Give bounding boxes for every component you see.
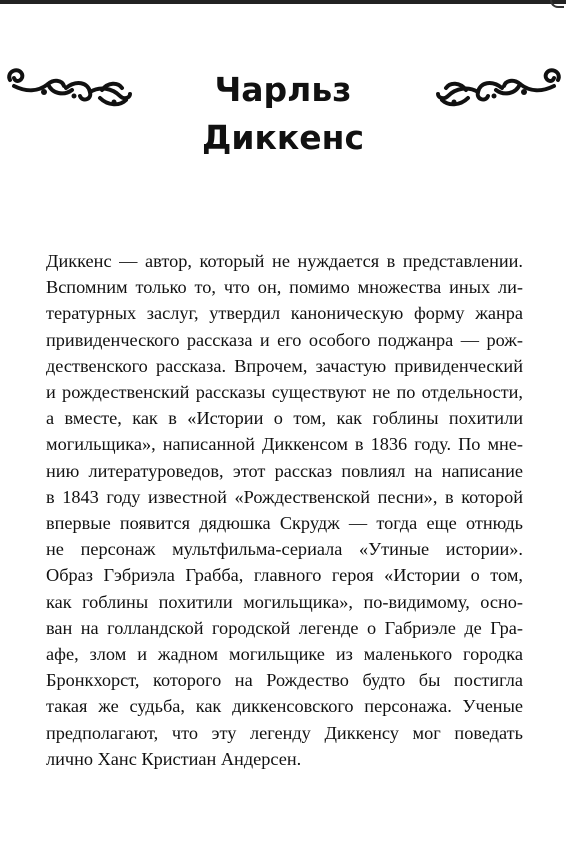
flourish-ornament-icon (434, 62, 564, 112)
chapter-title-line-2: Диккенс (201, 118, 365, 157)
text-line: нию литературоведов, этот рассказ повлиял на написание (46, 460, 523, 481)
text-line: впервые появится дядюшка Скрудж — тогда еще отнюдь (46, 513, 523, 534)
text-line: привиденческого рассказа и его особого поджанра — рож- (46, 329, 523, 350)
text-line: Бронкхорст, которого на Рождество будто бы постигла (46, 670, 523, 691)
chapter-title-line-1: Чарльз (214, 70, 352, 109)
body-paragraph (46, 248, 523, 772)
text-line: тературных заслуг, утвердил каноническую форму жанра (46, 303, 523, 324)
text-line: а вместе, как в «Истории о том, как гоблины похитили (46, 408, 523, 429)
text-line: Образ Гэбриэла Грабба, главного героя «Истории о том, (46, 565, 523, 586)
text-line: предполагают, что эту легенду Диккенсу мог поведать (46, 722, 523, 743)
text-line: в 1843 году известной «Рождественской песни», в которой (46, 486, 523, 507)
top-edge-rule (0, 0, 566, 4)
text-line: такая же судьба, как диккенсовского персонажа. Ученые (46, 696, 523, 717)
corner-curl-mark (550, 0, 564, 8)
text-line: Вспомним только то, что он, помимо множества иных ли- (46, 277, 523, 298)
text-line: не персонаж мультфильма-сериала «Утиные истории». (46, 539, 523, 560)
text-line: ван на голландской городской легенде о Габриэле де Гра- (46, 617, 523, 638)
text-line: дественского рассказа. Впрочем, зачастую привиденческий (46, 355, 523, 376)
text-line: афе, злом и жадном могильщике из маленького городка (46, 644, 523, 665)
flourish-ornament-icon (4, 62, 134, 112)
text-line: и рождественский рассказы существуют не по отдельности, (46, 382, 523, 403)
text-line: как гоблины похитили могильщика», по-видимому, осно- (46, 591, 523, 612)
text-line: Диккенс — автор, который не нуждается в представлении. (46, 251, 523, 271)
chapter-title (140, 66, 426, 162)
text-line-last: лично Ханс Кристиан Андерсен. (46, 748, 302, 769)
text-line: могильщика», написанной Диккенсом в 1836 году. По мне- (46, 434, 523, 455)
